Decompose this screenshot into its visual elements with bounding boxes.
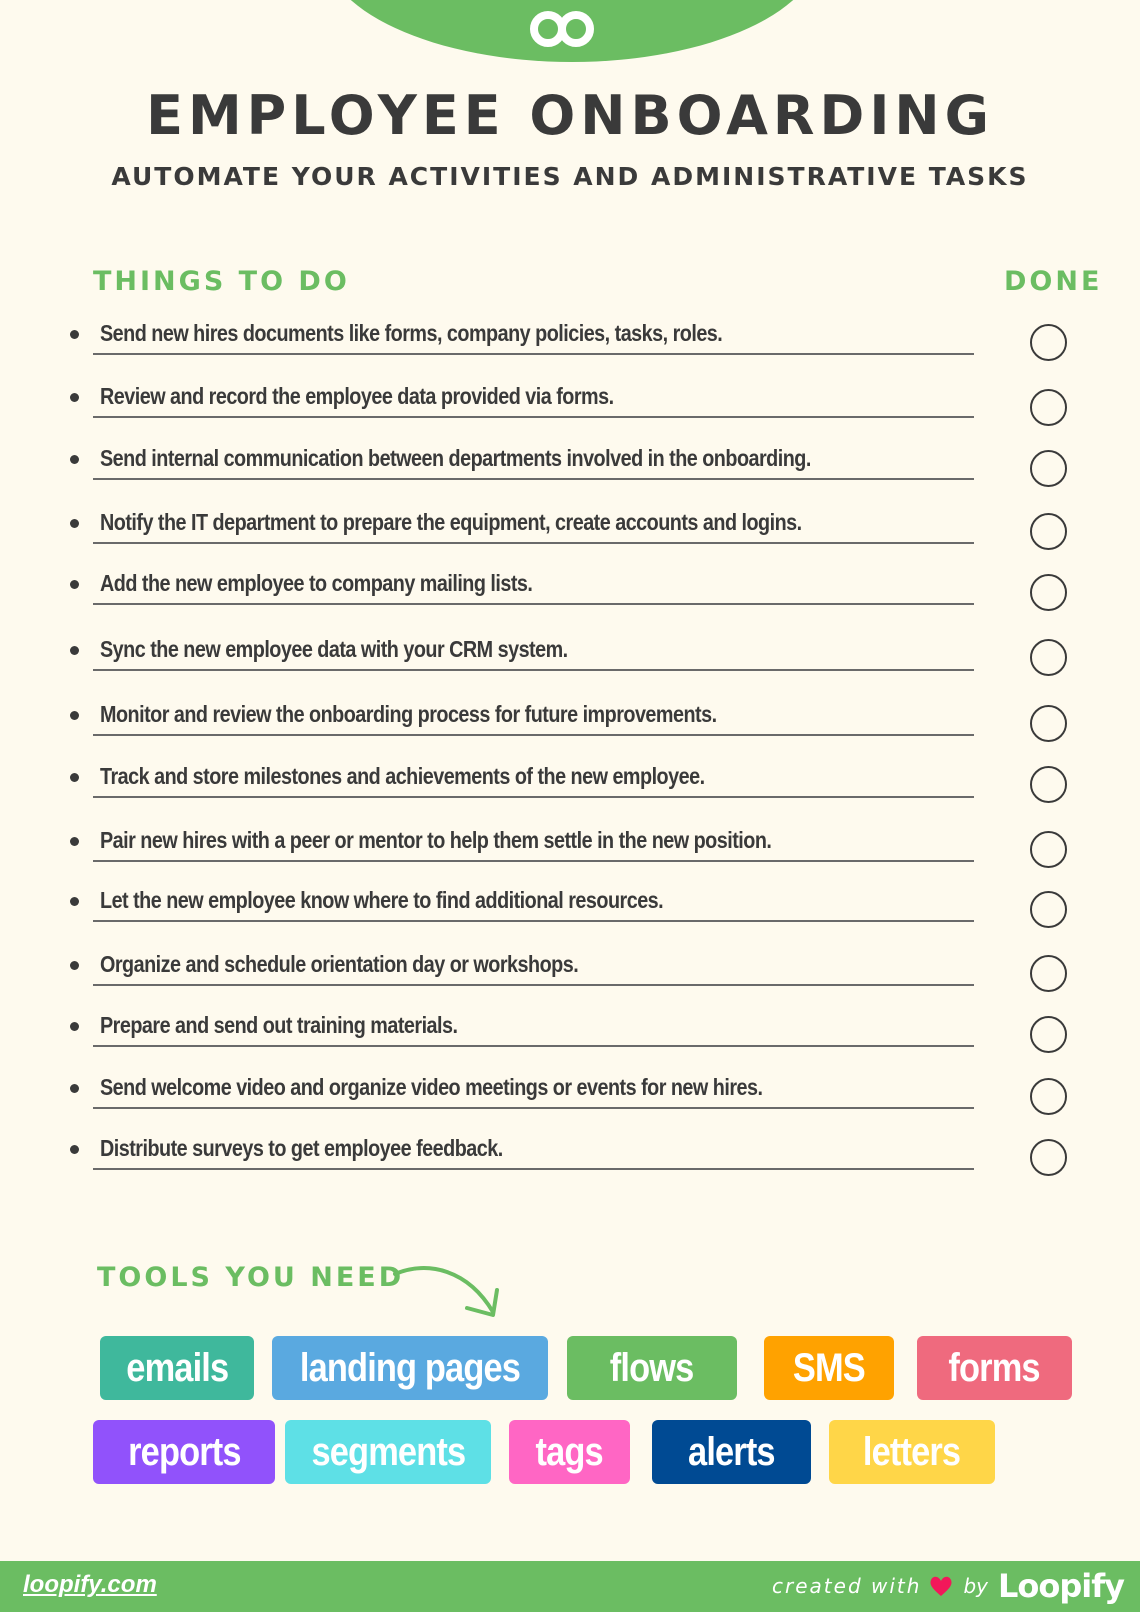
done-checkbox[interactable] xyxy=(1030,1078,1067,1115)
tool-tag-label: reports xyxy=(127,1429,241,1474)
bullet-icon xyxy=(70,455,79,464)
task-text: Send welcome video and organize video meetings or events for new hires. xyxy=(100,1074,763,1100)
task-underline xyxy=(93,860,974,862)
curved-arrow-icon xyxy=(393,1260,503,1322)
tool-tag-flows[interactable] xyxy=(567,1336,737,1400)
task-text: Add the new employee to company mailing lists. xyxy=(100,570,533,596)
task-row xyxy=(70,570,1090,614)
credit-line xyxy=(772,1567,1124,1605)
task-underline xyxy=(93,734,974,736)
task-text: Monitor and review the onboarding process for future improvements. xyxy=(100,701,717,727)
task-text: Sync the new employee data with your CRM system. xyxy=(100,636,568,662)
task-text: Notify the IT department to prepare the equipment, create accounts and logins. xyxy=(100,509,802,535)
bullet-icon xyxy=(70,711,79,720)
tool-tag-label: letters xyxy=(863,1429,961,1474)
tool-tag-reports[interactable] xyxy=(93,1420,275,1484)
bullet-icon xyxy=(70,1145,79,1154)
task-underline xyxy=(93,1107,974,1109)
tools-heading: TOOLS YOU NEED xyxy=(97,1262,405,1293)
bullet-icon xyxy=(70,1022,79,1031)
task-underline xyxy=(93,416,974,418)
tool-tag-tags[interactable] xyxy=(509,1420,630,1484)
task-text: Track and store milestones and achievements of the new employee. xyxy=(100,763,705,789)
bullet-icon xyxy=(70,837,79,846)
task-row xyxy=(70,320,1090,364)
credit-text: created with xyxy=(772,1574,922,1598)
bullet-icon xyxy=(70,519,79,528)
done-heading: DONE xyxy=(1004,266,1103,297)
task-text: Prepare and send out training materials. xyxy=(100,1012,458,1038)
tool-tag-label: flows xyxy=(610,1345,694,1390)
tool-tag-segments[interactable] xyxy=(285,1420,491,1484)
done-checkbox[interactable] xyxy=(1030,574,1067,611)
task-row xyxy=(70,763,1090,807)
credit-by: by xyxy=(963,1574,988,1598)
done-checkbox[interactable] xyxy=(1030,891,1067,928)
task-row xyxy=(70,445,1090,489)
tool-tag-emails[interactable] xyxy=(100,1336,254,1400)
bullet-icon xyxy=(70,961,79,970)
task-underline xyxy=(93,603,974,605)
task-underline xyxy=(93,478,974,480)
task-text: Organize and schedule orientation day or workshops. xyxy=(100,951,579,977)
tool-tag-label: alerts xyxy=(688,1429,775,1474)
task-row xyxy=(70,1135,1090,1179)
done-checkbox[interactable] xyxy=(1030,1139,1067,1176)
task-underline xyxy=(93,353,974,355)
task-underline xyxy=(93,796,974,798)
bullet-icon xyxy=(70,897,79,906)
tool-tag-label: forms xyxy=(948,1345,1041,1390)
done-checkbox[interactable] xyxy=(1030,831,1067,868)
task-underline xyxy=(93,984,974,986)
task-text: Send new hires documents like forms, company policies, tasks, roles. xyxy=(100,320,723,346)
task-row xyxy=(70,951,1090,995)
task-text: Let the new employee know where to find additional resources. xyxy=(100,887,664,913)
task-underline xyxy=(93,1168,974,1170)
done-checkbox[interactable] xyxy=(1030,955,1067,992)
task-row xyxy=(70,636,1090,680)
bullet-icon xyxy=(70,773,79,782)
done-checkbox[interactable] xyxy=(1030,766,1067,803)
task-underline xyxy=(93,920,974,922)
task-row xyxy=(70,887,1090,931)
bullet-icon xyxy=(70,393,79,402)
done-checkbox[interactable] xyxy=(1030,389,1067,426)
done-checkbox[interactable] xyxy=(1030,1016,1067,1053)
loopify-link[interactable]: loopify.com xyxy=(23,1571,157,1598)
heart-icon xyxy=(929,1575,953,1597)
task-row xyxy=(70,383,1090,427)
bullet-icon xyxy=(70,646,79,655)
task-row xyxy=(70,1074,1090,1118)
task-underline xyxy=(93,669,974,671)
task-underline xyxy=(93,1045,974,1047)
page-title: EMPLOYEE ONBOARDING xyxy=(146,84,994,147)
brand-logo: Loopify xyxy=(997,1567,1124,1605)
task-text: Review and record the employee data provided via forms. xyxy=(100,383,614,409)
tool-tag-alerts[interactable] xyxy=(652,1420,811,1484)
tool-tag-label: segments xyxy=(311,1429,465,1474)
task-text: Pair new hires with a peer or mentor to help them settle in the new position. xyxy=(100,827,772,853)
tool-tag-label: SMS xyxy=(793,1345,865,1390)
tool-tag-label: landing pages xyxy=(299,1345,521,1390)
tool-tag-label: emails xyxy=(126,1345,228,1390)
tool-tag-letters[interactable] xyxy=(829,1420,995,1484)
task-underline xyxy=(93,542,974,544)
done-checkbox[interactable] xyxy=(1030,324,1067,361)
bullet-icon xyxy=(70,1084,79,1093)
task-text: Send internal communication between departments involved in the onboarding. xyxy=(100,445,811,471)
task-row xyxy=(70,1012,1090,1056)
things-to-do-heading: THINGS TO DO xyxy=(93,266,350,297)
task-row xyxy=(70,509,1090,553)
tool-tag-sms[interactable] xyxy=(764,1336,894,1400)
infinity-loop-icon xyxy=(528,9,598,49)
tool-tag-forms[interactable] xyxy=(917,1336,1072,1400)
task-row xyxy=(70,827,1090,871)
done-checkbox[interactable] xyxy=(1030,705,1067,742)
done-checkbox[interactable] xyxy=(1030,513,1067,550)
bullet-icon xyxy=(70,580,79,589)
task-row xyxy=(70,701,1090,745)
tool-tag-label: tags xyxy=(535,1429,604,1474)
footer-bar xyxy=(0,1561,1140,1612)
task-text: Distribute surveys to get employee feedback. xyxy=(100,1135,503,1161)
page-subtitle: AUTOMATE YOUR ACTIVITIES AND ADMINISTRATIVE TASKS xyxy=(111,162,1029,191)
bullet-icon xyxy=(70,330,79,339)
done-checkbox[interactable] xyxy=(1030,450,1067,487)
tool-tag-landing-pages[interactable] xyxy=(272,1336,548,1400)
done-checkbox[interactable] xyxy=(1030,639,1067,676)
